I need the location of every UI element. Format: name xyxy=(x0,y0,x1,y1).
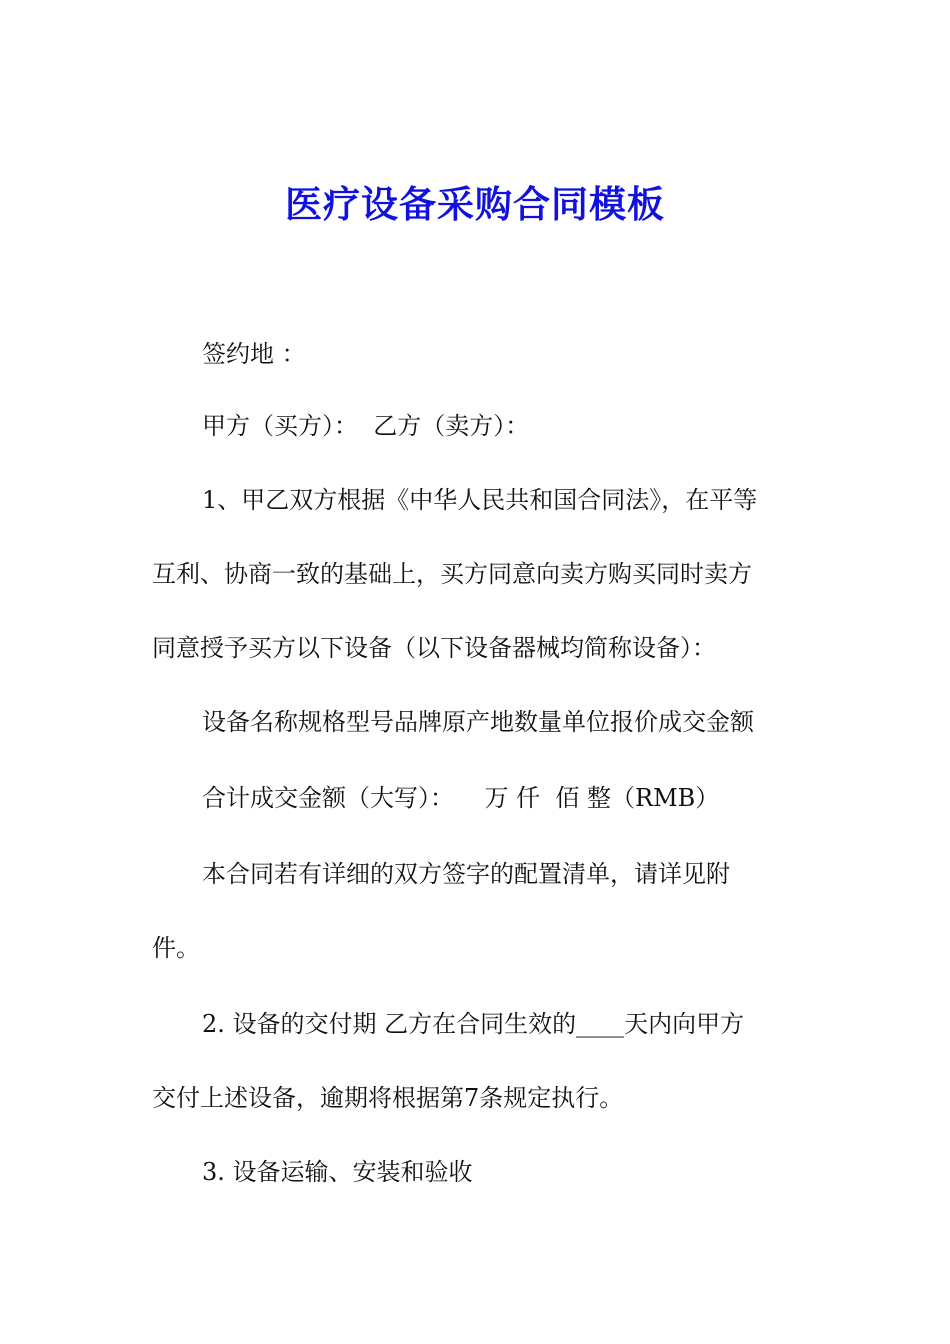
clause-1-line-2: 互利、协商一致的基础上，买方同意向卖方购买同时卖方 xyxy=(152,560,752,588)
clause-1-line-3: 同意授予买方以下设备（以下设备器械均简称设备）： xyxy=(152,634,716,662)
clause-3-heading: 3. 设备运输、安装和验收 xyxy=(202,1158,473,1186)
config-list-line-1: 本合同若有详细的双方签字的配置清单，请详见附 xyxy=(202,860,730,888)
clause-2-line-1: 2. 设备的交付期 乙方在合同生效的____天内向甲方 xyxy=(202,1010,745,1038)
signing-place-line: 签约地 ： xyxy=(202,340,306,368)
parties-line: 甲方（买方）： 乙方（卖方）： xyxy=(202,412,530,440)
equipment-columns-line: 设备名称规格型号品牌原产地数量单位报价成交金额 xyxy=(202,708,754,736)
document-title: 医疗设备采购合同模板 xyxy=(285,182,665,226)
clause-1-line-1: 1、甲乙双方根据《中华人民共和国合同法》，在平等 xyxy=(202,486,758,514)
config-list-line-2: 件。 xyxy=(152,934,200,962)
total-amount-line: 合计成交金额（大写）： 万 仟 佰 整（RMB） xyxy=(202,784,720,812)
clause-2-line-2: 交付上述设备，逾期将根据第7条规定执行。 xyxy=(152,1084,624,1112)
